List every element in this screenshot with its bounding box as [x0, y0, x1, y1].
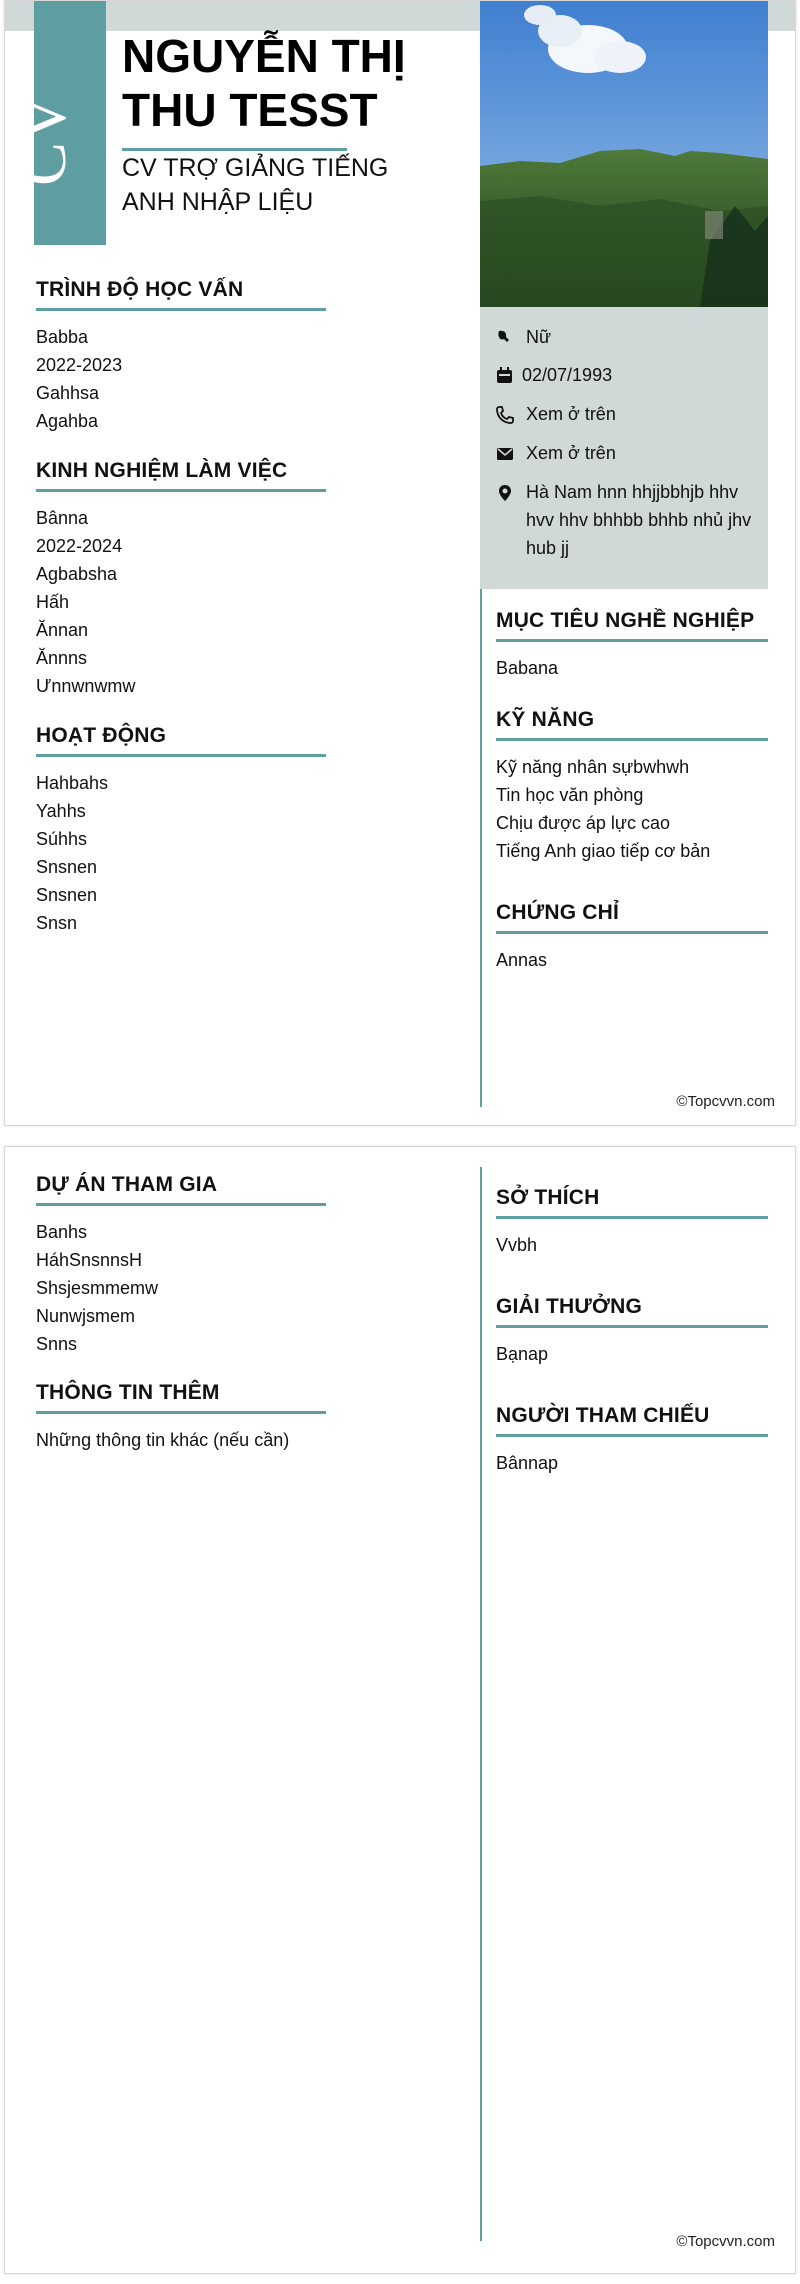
section-title-objective: MỤC TIÊU NGHỀ NGHIỆP — [496, 609, 755, 632]
section-divider — [36, 308, 326, 311]
list-item: Tiếng Anh giao tiếp cơ bản — [496, 841, 711, 861]
job-title: CV TRỢ GIẢNG TIẾNG ANH NHẬP LIỆU — [122, 154, 389, 216]
section-divider — [36, 1411, 326, 1414]
list-item: Súhhs — [36, 829, 88, 849]
list-item: Ưnnwnwmw — [36, 676, 136, 696]
list-item: Agbabsha — [36, 564, 118, 584]
contact-email: Xem ở trên — [496, 439, 756, 467]
list-item: Bânnap — [496, 1453, 559, 1473]
list-item: Tin học văn phòng — [496, 785, 644, 805]
section-divider — [496, 1325, 768, 1328]
list-item: 2022-2023 — [36, 355, 123, 375]
list-item: Babba — [36, 327, 89, 347]
list-item: Babana — [496, 658, 559, 678]
cv-badge-text: CV — [7, 94, 80, 186]
cv-page-1 — [4, 0, 796, 1126]
list-item: Ănnns — [36, 648, 88, 668]
list-item: Gahhsa — [36, 383, 100, 403]
section-divider — [496, 931, 768, 934]
section-title-skills: KỸ NĂNG — [496, 708, 595, 731]
list-item: Snsnen — [36, 857, 98, 877]
list-item: Shsjesmmemw — [36, 1278, 159, 1298]
footer-credit: ©Topcvvn.com — [676, 1093, 775, 1110]
section-divider — [36, 754, 326, 757]
section-title-certificates: CHỨNG CHỈ — [496, 901, 620, 924]
section-divider — [496, 639, 768, 642]
list-item: Annas — [496, 950, 548, 970]
list-item: Vvbh — [496, 1235, 538, 1255]
contact-panel — [480, 307, 768, 589]
list-item: Snsnen — [36, 885, 98, 905]
section-title-education: TRÌNH ĐỘ HỌC VẤN — [36, 278, 244, 301]
contact-gender: Nữ — [496, 323, 756, 351]
list-item: Yahhs — [36, 801, 86, 821]
section-title-experience: KINH NGHIỆM LÀM VIỆC — [36, 459, 288, 482]
section-title-additional-info: THÔNG TIN THÊM — [36, 1381, 220, 1404]
section-title-activities: HOẠT ĐỘNG — [36, 724, 167, 747]
calendar-icon — [496, 365, 514, 383]
list-item: Hấh — [36, 592, 70, 612]
section-divider — [36, 1203, 326, 1206]
cv-page-2 — [4, 1146, 796, 2274]
section-divider — [496, 1216, 768, 1219]
phone-icon — [496, 404, 514, 422]
list-item: Hahbahs — [36, 773, 109, 793]
list-item: Ănnan — [36, 620, 89, 640]
contact-birthdate: 02/07/1993 — [496, 361, 756, 389]
list-item: Bạnap — [496, 1344, 549, 1364]
list-item: Snns — [36, 1334, 78, 1354]
list-item: HáhSnsnnsH — [36, 1250, 143, 1270]
list-item: Snsn — [36, 913, 78, 933]
section-divider — [496, 738, 768, 741]
list-item: Những thông tin khác (nếu cần) — [36, 1430, 290, 1450]
contact-phone: Xem ở trên — [496, 400, 756, 428]
email-icon — [496, 443, 514, 461]
section-divider — [36, 489, 326, 492]
candidate-name: NGUYỄN THỊ THU TESST — [122, 30, 406, 136]
list-item: Bânna — [36, 508, 89, 528]
gender-icon — [496, 327, 514, 345]
column-divider — [480, 1167, 482, 2241]
list-item: 2022-2024 — [36, 536, 123, 556]
location-icon — [496, 482, 514, 500]
section-title-awards: GIẢI THƯỞNG — [496, 1295, 643, 1318]
list-item: Banhs — [36, 1222, 88, 1242]
column-divider — [480, 589, 482, 1107]
profile-photo — [480, 1, 768, 307]
list-item: Agahba — [36, 411, 99, 431]
list-item: Kỹ năng nhân sựbwhwh — [496, 757, 690, 777]
section-title-hobbies: SỞ THÍCH — [496, 1186, 600, 1209]
footer-credit: ©Topcvvn.com — [676, 2233, 775, 2250]
list-item: Chịu được áp lực cao — [496, 813, 670, 833]
contact-address: Hà Nam hnn hhjjbbhjb hhv hvv hhv bhhbb bhhb nhủ jhv hub jj — [496, 478, 756, 562]
section-title-references: NGƯỜI THAM CHIẾU — [496, 1404, 710, 1427]
list-item: Nunwjsmem — [36, 1306, 136, 1326]
section-divider — [496, 1434, 768, 1437]
section-title-projects: DỰ ÁN THAM GIA — [36, 1173, 218, 1196]
